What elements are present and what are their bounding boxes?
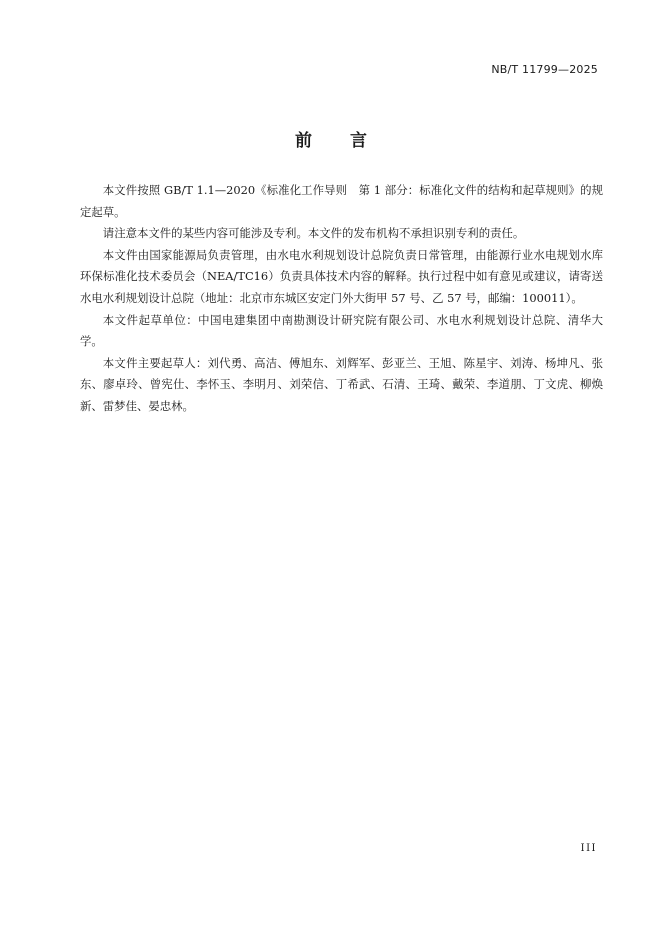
foreword-body: [80, 180, 603, 418]
paragraph-drafting-units: 本文件起草单位：中国电建集团中南勘测设计研究院有限公司、水电水利规划设计总院、清华大学。: [80, 312, 603, 349]
paragraph-patent-notice: 请注意本文件的某些内容可能涉及专利。本文件的发布机构不承担识别专利的责任。: [102, 226, 525, 241]
page-number: III: [580, 843, 597, 854]
paragraph-management: 本文件由国家能源局负责管理，由水电水利规划设计总院负责日常管理，由能源行业水电规划水库环保标准化技术委员会（NEA/TC16）负责具体技术内容的解释。执行过程中如有意见或建议，请寄送水电水利规划设计总院（地址：北京市东城区安定门外大街甲 57 号、乙 57 号，邮编：100011）。: [80, 247, 603, 305]
paragraph-drafters: 本文件主要起草人：刘代勇、高洁、傅旭东、刘辉军、彭亚兰、王旭、陈星宇、刘涛、杨坤凡、张东、廖卓玲、曾宪仕、李怀玉、李明月、刘荣信、丁希武、石清、王琦、戴荣、李道朋、丁文虎、柳焕新、雷梦佳、晏忠林。: [80, 355, 603, 413]
page-title: 前 言: [295, 131, 383, 151]
paragraph-drafting-rules: 本文件按照 GB/T 1.1—2020《标准化工作导则 第 1 部分：标准化文件的结构和起草规则》的规定起草。: [80, 183, 603, 219]
standard-code: NB/T 11799—2025: [491, 63, 598, 76]
